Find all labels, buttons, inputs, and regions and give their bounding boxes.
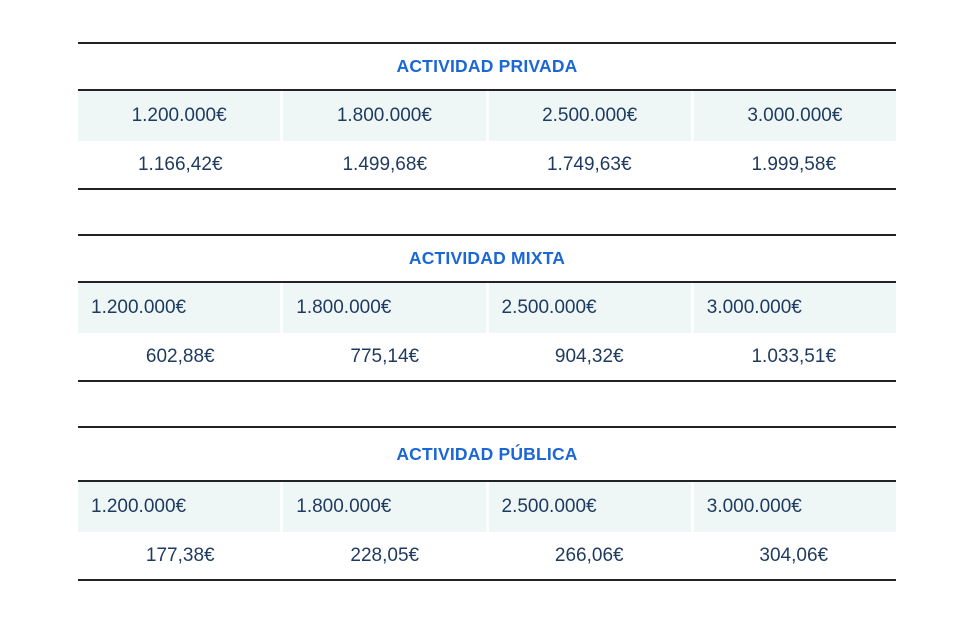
header-cell: 1.800.000€ (280, 283, 485, 333)
header-cell: 2.500.000€ (486, 283, 691, 333)
header-cell: 1.200.000€ (131, 105, 227, 126)
table-actividad-mixta (78, 234, 896, 382)
table-title-row (78, 44, 896, 91)
value-cell: 1.749,63€ (546, 153, 632, 175)
header-cell: 3.000.000€ (691, 482, 896, 532)
table-value-row (78, 333, 896, 380)
value-cell: 177,38€ (145, 544, 215, 566)
value-cell: 1.166,42€ (137, 153, 223, 175)
header-cell: 2.500.000€ (486, 482, 691, 532)
header-cell: 1.200.000€ (91, 496, 187, 517)
value-cell: 1.033,51€ (751, 345, 837, 367)
value-cell: 904,32€ (554, 345, 624, 367)
table-title: ACTIVIDAD MIXTA (408, 248, 566, 268)
value-cell: 1.499,68€ (342, 153, 428, 175)
value-cell: 266,06€ (554, 544, 624, 566)
value-cell: 602,88€ (145, 345, 215, 367)
table-value-row (78, 532, 896, 579)
table-value-row (78, 141, 896, 188)
table-title: ACTIVIDAD PRIVADA (396, 56, 578, 76)
table-actividad-privada (78, 42, 896, 190)
table-header-row (78, 91, 896, 141)
table-actividad-publica (78, 426, 896, 581)
header-cell: 2.500.000€ (486, 91, 691, 141)
table-header-row (78, 283, 896, 333)
document-area (78, 42, 896, 581)
header-cell: 1.800.000€ (280, 482, 485, 532)
value-cell: 304,06€ (759, 544, 829, 566)
header-cell: 3.000.000€ (691, 91, 896, 141)
value-cell: 228,05€ (350, 544, 420, 566)
header-cell: 1.800.000€ (280, 91, 485, 141)
value-cell: 1.999,58€ (751, 153, 837, 175)
table-title-row (78, 428, 896, 482)
value-cell: 775,14€ (350, 345, 420, 367)
table-title-row (78, 236, 896, 283)
header-cell: 1.200.000€ (91, 297, 187, 318)
table-header-row (78, 482, 896, 532)
table-title: ACTIVIDAD PÚBLICA (396, 443, 578, 464)
header-cell: 3.000.000€ (691, 283, 896, 333)
